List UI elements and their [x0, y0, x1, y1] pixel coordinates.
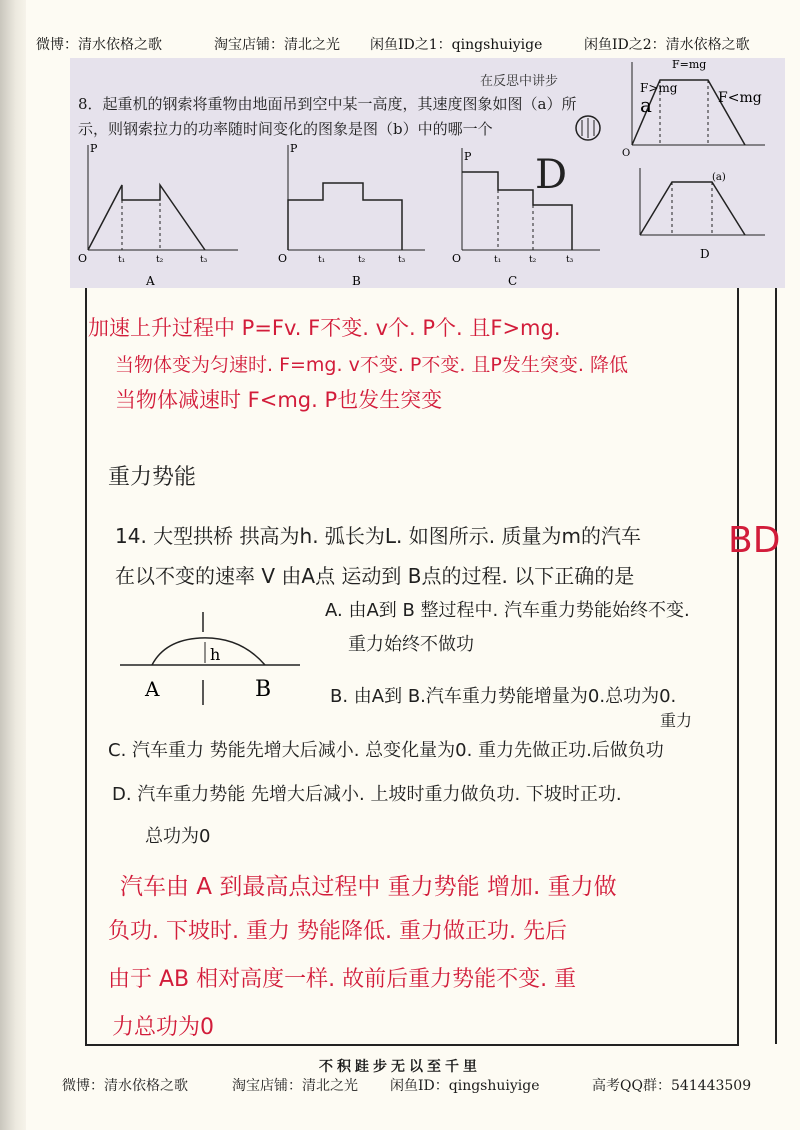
- q14-option-a1: A. 由A到 B 整过程中. 汽车重力势能始终不变.: [325, 600, 690, 621]
- svg-text:P: P: [464, 150, 472, 163]
- q14-line1: 14. 大型拱桥 拱高为h. 弧长为L. 如图所示. 质量为m的汽车: [115, 524, 641, 548]
- svg-text:t₂: t₂: [358, 255, 366, 265]
- svg-text:t₃: t₃: [398, 255, 406, 265]
- note-q14-line3: 由于 AB 相对高度一样. 故前后重力势能不变. 重: [108, 967, 577, 992]
- question-8-figures: [0, 0, 800, 300]
- graph-d: [640, 168, 765, 261]
- velocity-graph-a: [622, 58, 765, 159]
- svg-text:h: h: [210, 645, 221, 664]
- svg-text:t₃: t₃: [200, 255, 208, 265]
- section-title: 重力势能: [108, 465, 197, 490]
- graph-c: [452, 148, 600, 288]
- header-xianyu1: 闲鱼ID之1：qingshuiyige: [370, 37, 543, 53]
- answer-mark-d: D: [535, 152, 568, 198]
- clip-top-fragment: 在反思中讲步: [480, 74, 559, 89]
- note-q8-line2: 当物体变为匀速时. F=mg. v不变. P不变. 且P发生突变. 降低: [115, 354, 628, 376]
- notebook-margin-line: [775, 288, 777, 1044]
- graph-b: [278, 142, 425, 288]
- svg-text:a: a: [640, 93, 652, 117]
- svg-text:F=mg: F=mg: [672, 58, 707, 71]
- svg-text:t₁: t₁: [318, 255, 326, 265]
- q14-option-b-note: 重力: [660, 711, 693, 730]
- svg-text:B: B: [352, 274, 361, 288]
- svg-text:t₂: t₂: [156, 255, 164, 265]
- header-xianyu2: 闲鱼ID之2：清水依格之歌: [584, 37, 750, 53]
- svg-text:O: O: [278, 252, 288, 265]
- q14-option-b: B. 由A到 B.汽车重力势能增量为0.总功为0.: [330, 686, 677, 707]
- svg-text:t₃: t₃: [566, 255, 574, 265]
- svg-text:A: A: [146, 274, 155, 288]
- svg-text:B: B: [255, 677, 272, 702]
- svg-text:P: P: [90, 142, 98, 155]
- svg-text:C: C: [508, 274, 518, 288]
- svg-text:P: P: [290, 142, 298, 155]
- q14-option-d1: D. 汽车重力势能 先增大后减小. 上坡时重力做负功. 下坡时正功.: [112, 784, 622, 805]
- footer-xianyu: 闲鱼ID：qingshuiyige: [390, 1078, 540, 1094]
- footer-weibo: 微博：清水依格之歌: [62, 1078, 188, 1094]
- note-q8-line1: 加速上升过程中 P=Fv. F不变. v个. P个. 且F>mg.: [88, 316, 561, 340]
- note-q14-line2: 负功. 下坡时. 重力 势能降低. 重力做正功. 先后: [108, 919, 567, 944]
- header-taobao: 淘宝店铺：清北之光: [214, 37, 340, 53]
- svg-text:t₂: t₂: [529, 255, 537, 265]
- q14-option-c: C. 汽车重力 势能先增大后减小. 总变化量为0. 重力先做正功.后做负功: [108, 740, 664, 761]
- q14-answer: BD: [728, 520, 781, 561]
- q14-line2: 在以不变的速率 V 由A点 运动到 B点的过程. 以下正确的是: [115, 564, 635, 588]
- svg-text:t₁: t₁: [494, 255, 502, 265]
- svg-text:O: O: [78, 252, 88, 265]
- question-8-text: 8．起重机的钢索将重物由地面吊到空中某一高度，其速度图象如图（a）所示，则钢索拉力的功率随时间变化的图象是图（b）中的哪一个: [78, 95, 577, 138]
- svg-text:O: O: [622, 148, 631, 159]
- svg-text:O: O: [452, 252, 462, 265]
- svg-text:t₁: t₁: [118, 255, 126, 265]
- graph-a: [78, 142, 238, 288]
- svg-text:F>mg: F>mg: [640, 81, 678, 95]
- note-q8-line3: 当物体减速时 F<mg. P也发生突变: [115, 388, 443, 412]
- q14-option-a2: 重力始终不做功: [348, 634, 474, 655]
- note-q14-line1: 汽车由 A 到最高点过程中 重力势能 增加. 重力做: [120, 874, 617, 900]
- header-weibo: 微博：清水依格之歌: [36, 37, 162, 53]
- page-motto: 不积跬步无以至千里: [319, 1059, 481, 1075]
- svg-text:D: D: [700, 247, 710, 261]
- svg-text:(a): (a): [712, 172, 726, 183]
- footer-qq: 高考QQ群：541443509: [592, 1078, 752, 1094]
- footer-taobao: 淘宝店铺：清北之光: [232, 1078, 358, 1094]
- note-q14-line4: 力总功为0: [112, 1015, 214, 1040]
- q14-option-d2: 总功为0: [145, 826, 211, 847]
- svg-text:F<mg: F<mg: [718, 90, 762, 106]
- svg-text:A: A: [145, 677, 160, 701]
